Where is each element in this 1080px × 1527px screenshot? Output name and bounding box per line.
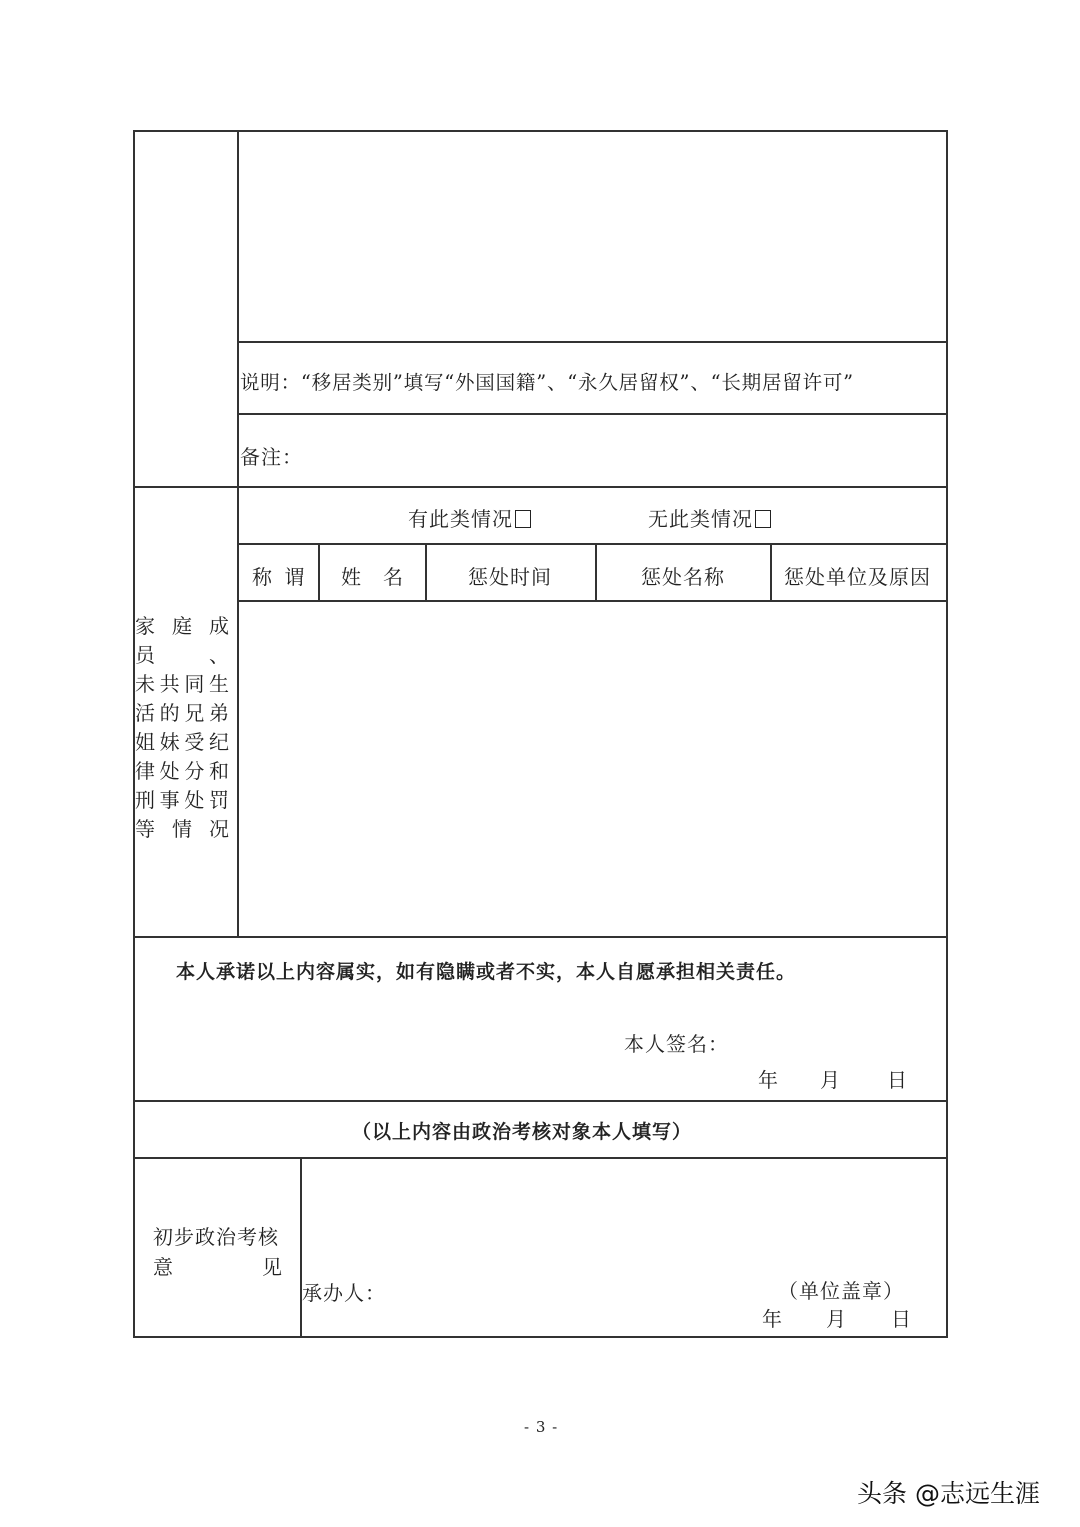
divider	[133, 1157, 948, 1159]
label-column-divider	[237, 130, 239, 937]
column-divider	[595, 543, 597, 601]
column-divider	[318, 543, 320, 601]
remark-label: 备注：	[240, 445, 303, 469]
signature-label: 本人签名：	[624, 1032, 729, 1056]
divider	[237, 543, 947, 545]
column-header-punish-time: 惩处时间	[468, 565, 552, 589]
pledge-date-month: 月	[820, 1068, 841, 1092]
column-header-punish-name: 惩处名称	[641, 565, 725, 589]
column-header-name: 姓 名	[341, 565, 404, 589]
divider	[133, 486, 948, 488]
review-date-year: 年	[762, 1307, 783, 1331]
divider	[237, 413, 947, 415]
handler-label: 承办人：	[302, 1281, 386, 1305]
emigration-note: 说明：“移居类别”填写“外国国籍”、“永久居留权”、“长期居留许可”	[240, 371, 854, 394]
has-case-label: 有此类情况	[408, 507, 513, 531]
divider	[133, 1100, 948, 1102]
review-label-line2b: 见	[262, 1255, 283, 1279]
column-header-relation: 称 谓	[252, 565, 308, 589]
filled-by-self-note: （以上内容由政治考核对象本人填写）	[352, 1121, 693, 1143]
has-case-option[interactable]	[408, 503, 531, 532]
no-case-option[interactable]	[648, 503, 771, 532]
review-column-divider	[300, 1157, 302, 1337]
pledge-date-day: 日	[887, 1068, 908, 1092]
discipline-row-label: 家庭成员、 未共同生 活的兄弟 姐妹受纪 律处分和 刑事处罚 等 情 况	[135, 614, 229, 841]
pledge-text: 本人承诺以上内容属实，如有隐瞒或者不实，本人自愿承担相关责任。	[176, 961, 797, 983]
no-case-label: 无此类情况	[648, 507, 753, 531]
seal-label: （单位盖章）	[778, 1279, 904, 1303]
divider	[237, 341, 947, 343]
review-date-month: 月	[826, 1307, 847, 1331]
divider	[237, 600, 947, 602]
column-divider	[770, 543, 772, 601]
divider	[133, 936, 948, 938]
column-divider	[425, 543, 427, 601]
table-bottom-border	[133, 1336, 948, 1338]
page-number: - 3 -	[524, 1418, 559, 1436]
no-case-checkbox[interactable]	[755, 510, 771, 528]
table-right-border	[946, 130, 948, 1337]
table-top-border	[133, 130, 948, 132]
review-label-line2a: 意	[153, 1255, 174, 1279]
column-header-punish-unit-reason: 惩处单位及原因	[784, 565, 931, 589]
review-label-line1: 初步政治考核	[153, 1225, 279, 1249]
watermark: 头条 @志远生涯	[857, 1479, 1040, 1508]
has-case-checkbox[interactable]	[515, 510, 531, 528]
pledge-date-year: 年	[758, 1068, 779, 1092]
review-date-day: 日	[891, 1307, 912, 1331]
